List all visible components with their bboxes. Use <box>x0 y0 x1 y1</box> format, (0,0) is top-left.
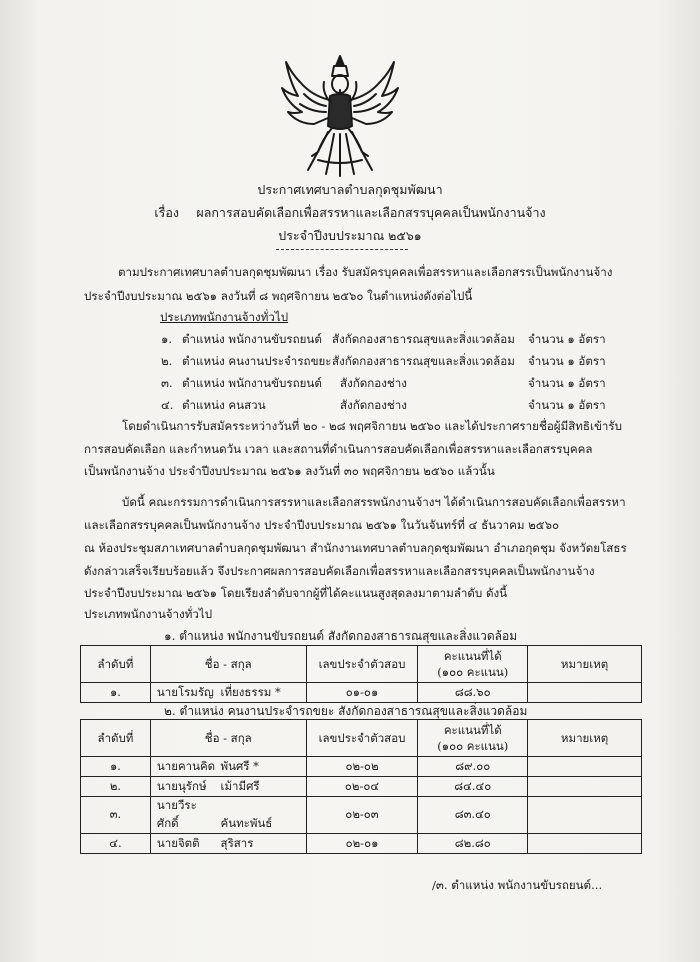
cell-last-name: คันทะพันธ์ <box>220 816 273 830</box>
results-table-1 <box>80 645 642 703</box>
cell-rank: ๒. <box>81 777 151 797</box>
cell-name <box>150 777 306 797</box>
cell-last-name: เที่ยงธรรม * <box>220 684 281 699</box>
cell-exam-no: ๐๒-๐๒ <box>306 757 418 777</box>
col-rank: ลำดับที่ <box>81 646 151 683</box>
position-no: ๓. <box>161 376 173 390</box>
position-count: จำนวน ๑ อัตรา <box>528 376 606 390</box>
position-count: จำนวน ๑ อัตรา <box>528 398 606 412</box>
table-row <box>81 777 642 797</box>
col-score <box>418 646 528 683</box>
col-rank: ลำดับที่ <box>81 720 151 757</box>
cell-score: ๘๔.๔๐ <box>418 777 528 797</box>
col-name: ชื่อ - สกุล <box>150 646 306 683</box>
intro-line-1: ตามประกาศเทศบาลตำบลกุดชุมพัฒนา เรื่อง รับสมัครบุคคลเพื่อสรรหาและเลือกสรรเป็นพนักงานจ้าง <box>118 265 613 279</box>
cell-exam-no: ๐๒-๐๓ <box>306 797 418 834</box>
cell-rank: ๑. <box>81 757 151 777</box>
position-item <box>0 353 700 369</box>
col-score-label: คะแนนที่ได้ <box>443 723 502 737</box>
cell-first-name: นายคานคิด <box>156 758 216 773</box>
position-item <box>0 397 700 413</box>
cell-last-name: สุริสาร <box>220 835 254 850</box>
position-count: จำนวน ๑ อัตรา <box>528 354 606 368</box>
col-remark: หมายเหตุ <box>528 720 642 757</box>
position-dept: สังกัดกองช่าง <box>340 376 407 390</box>
subject-text: ผลการสอบคัดเลือกเพื่อสรรหาและเลือกสรรบุคคลเป็นพนักงานจ้าง <box>196 205 546 220</box>
cell-score: ๘๘.๖๐ <box>418 683 528 703</box>
table-row <box>81 757 642 777</box>
cell-last-name: เม้ามีศรี <box>220 778 260 793</box>
col-score-max: (๑๐๐ คะแนน) <box>437 739 509 753</box>
cell-name <box>150 683 306 703</box>
table-row <box>81 683 642 703</box>
position-dept: สังกัดกองสาธารณสุขและสิ่งแวดล้อม <box>332 332 515 346</box>
cell-score: ๘๓.๔๐ <box>418 797 528 834</box>
col-exam-no: เลขประจำตัวสอบ <box>306 646 418 683</box>
intro-category: ประเภทพนักงานจ้างทั่วไป <box>160 310 289 324</box>
position-item <box>0 375 700 391</box>
para3-line-1: บัดนี้ คณะกรรมการดำเนินการสรรหาและเลือกสรรพนักงานจ้างฯ ได้ดำเนินการสอบคัดเลือกเพื่อสรรหา <box>122 495 626 509</box>
para3-line-4: ดังกล่าวเสร็จเรียบร้อยแล้ว จึงประกาศผลการสอบคัดเลือกเพื่อสรรหาและเลือกสรรบุคคลเป็นพนักงานจ้าง <box>84 564 595 578</box>
para2-line-1: โดยดำเนินการรับสมัครระหว่างวันที่ ๒๐ - ๒๘ พฤศจิกายน ๒๕๖๐ และได้ประกาศรายชื่อผู้มีสิทธิเข้ารับ <box>122 419 622 433</box>
position-no: ๑. <box>161 332 173 346</box>
position-count: จำนวน ๑ อัตรา <box>528 332 606 346</box>
col-name: ชื่อ - สกุล <box>150 720 306 757</box>
cell-first-name: นายโรมรัญ <box>156 684 214 699</box>
para2-line-2: การสอบคัดเลือก และกำหนดวัน เวลา และสถานที่ดำเนินการสอบคัดเลือกเพื่อสรรหาและเลือกสรรบุคคล <box>84 442 593 456</box>
cell-remark <box>528 757 642 777</box>
results-table-2 <box>80 719 642 854</box>
table-header-row <box>81 720 642 757</box>
cell-rank: ๓. <box>81 797 151 834</box>
para3-line-2: และเลือกสรรบุคคลเป็นพนักงานจ้าง ประจำปีงบประมาณ ๒๕๖๑ ในวันจันทร์ที่ ๔ ธันวาคม ๒๕๖๐ <box>84 518 560 532</box>
cell-score: ๘๙.๐๐ <box>418 757 528 777</box>
cell-last-name: พันศรี * <box>220 758 259 773</box>
table-row <box>81 797 642 834</box>
cell-first-name: นายจิตติ <box>156 835 200 850</box>
garuda-emblem-icon <box>278 52 402 180</box>
cell-remark <box>528 683 642 703</box>
para3-line-3: ณ ห้องประชุมสภาเทศบาลตำบลกุดชุมพัฒนา สำนักงานเทศบาลตำบลกุดชุมพัฒนา อำเภอกุดชุม จังหวัดยโสธร <box>84 541 627 555</box>
cell-name <box>150 797 306 834</box>
col-score <box>418 720 528 757</box>
subject-line <box>0 204 700 222</box>
fiscal-year-title: ประจำปีงบประมาณ ๒๕๖๑ <box>278 228 422 243</box>
position-no: ๒. <box>161 354 173 368</box>
col-remark: หมายเหตุ <box>528 646 642 683</box>
announcement-title: ประกาศเทศบาลตำบลกุดชุมพัฒนา <box>257 182 443 197</box>
table-row <box>81 834 642 854</box>
cell-exam-no: ๐๒-๐๔ <box>306 777 418 797</box>
para2-line-3: เป็นพนักงานจ้าง ประจำปีงบประมาณ ๒๕๖๑ ลงวันที่ ๓๐ พฤศจิกายน ๒๕๖๐ แล้วนั้น <box>84 464 495 478</box>
cell-rank: ๑. <box>81 683 151 703</box>
cell-rank: ๔. <box>81 834 151 854</box>
intro-line-2: ประจำปีงบประมาณ ๒๕๖๑ ลงวันที่ ๘ พฤศจิกายน ๒๕๖๐ ในตำแหน่งดังต่อไปนี้ <box>84 289 473 303</box>
position-dept: สังกัดกองช่าง <box>340 398 407 412</box>
cell-remark <box>528 834 642 854</box>
cell-exam-no: ๐๑-๐๑ <box>306 683 418 703</box>
cell-first-name: นายวีระศักดิ์ <box>156 798 197 830</box>
cell-score: ๘๒.๘๐ <box>418 834 528 854</box>
table-header-row <box>81 646 642 683</box>
col-score-max: (๑๐๐ คะแนน) <box>437 665 509 679</box>
position-title: ตำแหน่ง พนักงานขับรถยนต์ <box>182 332 322 346</box>
position-title: ตำแหน่ง พนักงานขับรถยนต์ <box>182 376 322 390</box>
col-exam-no: เลขประจำตัวสอบ <box>306 720 418 757</box>
header-divider <box>276 249 408 250</box>
cell-remark <box>528 777 642 797</box>
results-category: ประเภทพนักงานจ้างทั่วไป <box>84 607 213 621</box>
position-title: ตำแหน่ง คนงานประจำรถขยะ <box>182 354 332 368</box>
subject-label: เรื่อง <box>154 205 179 220</box>
col-score-label: คะแนนที่ได้ <box>443 649 502 663</box>
table2-title: ๒. ตำแหน่ง คนงานประจำรถขยะ สังกัดกองสาธารณสุขและสิ่งแวดล้อม <box>164 704 528 718</box>
cell-first-name: นายนุรักษ์ <box>156 778 207 793</box>
position-item <box>0 331 700 347</box>
cell-remark <box>528 797 642 834</box>
position-dept: สังกัดกองสาธารณสุขและสิ่งแวดล้อม <box>332 354 515 368</box>
cell-exam-no: ๐๒-๐๑ <box>306 834 418 854</box>
table1-title: ๑. ตำแหน่ง พนักงานขับรถยนต์ สังกัดกองสาธารณสุขและสิ่งแวดล้อม <box>164 629 518 643</box>
continuation-footer: /๓. ตำแหน่ง พนักงานขับรถยนต์... <box>432 878 603 892</box>
position-title: ตำแหน่ง คนสวน <box>182 398 266 412</box>
cell-name <box>150 757 306 777</box>
para3-line-5: ประจำปีงบประมาณ ๒๕๖๑ โดยเรียงลำดับจากผู้ที่ได้คะแนนสูงสุดลงมาตามลำดับ ดังนี้ <box>84 586 508 600</box>
position-no: ๔. <box>161 398 174 412</box>
cell-name <box>150 834 306 854</box>
